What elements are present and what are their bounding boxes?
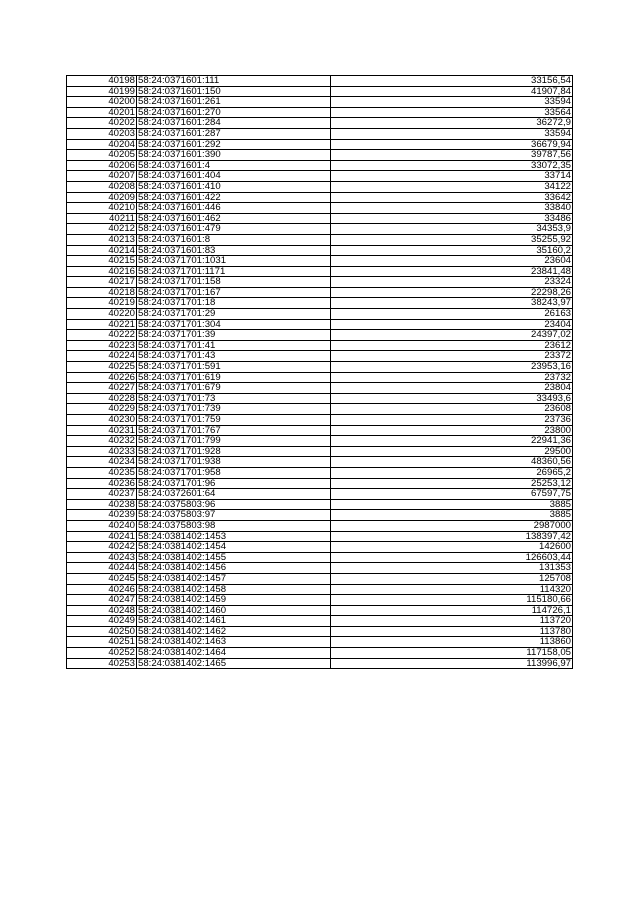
table-row [67,478,573,489]
table-row [67,86,573,97]
cadastral-number-cell: 58:24:0381402:1464 [137,648,331,659]
row-number-cell: 40213 [67,234,137,245]
row-number-cell: 40201 [67,107,137,118]
row-number-cell: 40248 [67,605,137,616]
cadastral-number-cell: 58:24:0371701:41 [137,340,331,351]
table-row [67,393,573,404]
value-cell: 35160,2 [331,245,573,256]
cadastral-number-cell: 58:24:0381402:1456 [137,563,331,574]
cadastral-number-cell: 58:24:0371601:287 [137,128,331,139]
value-cell: 114726,1 [331,605,573,616]
row-number-cell: 40219 [67,298,137,309]
table-row [67,637,573,648]
cadastral-number-cell: 58:24:0371701:928 [137,446,331,457]
cadastral-number-cell: 58:24:0371601:422 [137,192,331,203]
table-row [67,584,573,595]
table-row [67,97,573,108]
value-cell: 33594 [331,97,573,108]
row-number-cell: 40253 [67,658,137,669]
row-number-cell: 40212 [67,224,137,235]
cadastral-number-cell: 58:24:0371601:410 [137,181,331,192]
value-cell: 3885 [331,510,573,521]
row-number-cell: 40233 [67,446,137,457]
cadastral-number-cell: 58:24:0371601:292 [137,139,331,150]
table-row [67,648,573,659]
value-cell: 39787,56 [331,150,573,161]
value-cell: 26163 [331,309,573,320]
cadastral-number-cell: 58:24:0371701:29 [137,309,331,320]
cadastral-number-cell: 58:24:0371701:96 [137,478,331,489]
value-cell: 36272,9 [331,118,573,129]
cadastral-number-cell: 58:24:0371701:158 [137,277,331,288]
table-row [67,150,573,161]
cadastral-number-cell: 58:24:0381402:1463 [137,637,331,648]
row-number-cell: 40250 [67,626,137,637]
table-row [67,118,573,129]
cadastral-number-cell: 58:24:0381402:1461 [137,616,331,627]
cadastral-number-cell: 58:24:0371601:8 [137,234,331,245]
row-number-cell: 40221 [67,319,137,330]
cadastral-number-cell: 58:24:0371601:479 [137,224,331,235]
table-row [67,340,573,351]
table-row [67,467,573,478]
row-number-cell: 40216 [67,266,137,277]
row-number-cell: 40223 [67,340,137,351]
value-cell: 23841,48 [331,266,573,277]
table-row [67,160,573,171]
table-row [67,499,573,510]
row-number-cell: 40246 [67,584,137,595]
table-row [67,520,573,531]
table-row [67,330,573,341]
row-number-cell: 40208 [67,181,137,192]
value-cell: 34353,9 [331,224,573,235]
table-row [67,213,573,224]
value-cell: 23800 [331,425,573,436]
cadastral-number-cell: 58:24:0381402:1459 [137,595,331,606]
table-row [67,351,573,362]
row-number-cell: 40204 [67,139,137,150]
value-cell: 113860 [331,637,573,648]
table-row [67,563,573,574]
value-cell: 33642 [331,192,573,203]
row-number-cell: 40245 [67,573,137,584]
cadastral-number-cell: 58:24:0381402:1454 [137,542,331,553]
value-cell: 23404 [331,319,573,330]
table-row [67,383,573,394]
row-number-cell: 40222 [67,330,137,341]
table-row [67,510,573,521]
value-cell: 3885 [331,499,573,510]
table-row [67,181,573,192]
value-cell: 41907,84 [331,86,573,97]
table-row [67,531,573,542]
value-cell: 114320 [331,584,573,595]
table-row [67,436,573,447]
value-cell: 33840 [331,203,573,214]
value-cell: 23604 [331,256,573,267]
cadastral-number-cell: 58:24:0375803:97 [137,510,331,521]
value-cell: 33564 [331,107,573,118]
row-number-cell: 40232 [67,436,137,447]
cadastral-number-cell: 58:24:0371701:39 [137,330,331,341]
value-cell: 117158,05 [331,648,573,659]
table-row [67,542,573,553]
table-row [67,76,573,87]
row-number-cell: 40247 [67,595,137,606]
cadastral-value-table [66,75,573,669]
value-cell: 33486 [331,213,573,224]
value-cell: 33493,6 [331,393,573,404]
cadastral-number-cell: 58:24:0381402:1460 [137,605,331,616]
table-row [67,425,573,436]
value-cell: 126603,44 [331,552,573,563]
value-cell: 25253,12 [331,478,573,489]
row-number-cell: 40217 [67,277,137,288]
cadastral-number-cell: 58:24:0371701:767 [137,425,331,436]
cadastral-number-cell: 58:24:0371601:150 [137,86,331,97]
row-number-cell: 40228 [67,393,137,404]
table-row [67,298,573,309]
table-row [67,552,573,563]
row-number-cell: 40238 [67,499,137,510]
cadastral-number-cell: 58:24:0371701:1031 [137,256,331,267]
table-row [67,404,573,415]
table-row [67,245,573,256]
row-number-cell: 40231 [67,425,137,436]
cadastral-number-cell: 58:24:0371701:18 [137,298,331,309]
value-cell: 23732 [331,372,573,383]
table-row [67,626,573,637]
cadastral-number-cell: 58:24:0371601:404 [137,171,331,182]
row-number-cell: 40224 [67,351,137,362]
row-number-cell: 40205 [67,150,137,161]
table-row [67,573,573,584]
value-cell: 33072,35 [331,160,573,171]
value-cell: 35255,92 [331,234,573,245]
value-cell: 115180,66 [331,595,573,606]
cadastral-number-cell: 58:24:0371701:304 [137,319,331,330]
table-row [67,266,573,277]
row-number-cell: 40226 [67,372,137,383]
cadastral-number-cell: 58:24:0381402:1457 [137,573,331,584]
value-cell: 113996,97 [331,658,573,669]
row-number-cell: 40202 [67,118,137,129]
row-number-cell: 40210 [67,203,137,214]
row-number-cell: 40240 [67,520,137,531]
cadastral-number-cell: 58:24:0381402:1462 [137,626,331,637]
row-number-cell: 40227 [67,383,137,394]
table-row [67,224,573,235]
row-number-cell: 40229 [67,404,137,415]
row-number-cell: 40252 [67,648,137,659]
cadastral-number-cell: 58:24:0372601:64 [137,489,331,500]
value-cell: 22298,26 [331,287,573,298]
value-cell: 23324 [331,277,573,288]
value-cell: 125708 [331,573,573,584]
row-number-cell: 40199 [67,86,137,97]
value-cell: 33714 [331,171,573,182]
value-cell: 23612 [331,340,573,351]
cadastral-number-cell: 58:24:0371701:619 [137,372,331,383]
cadastral-number-cell: 58:24:0371601:270 [137,107,331,118]
cadastral-number-cell: 58:24:0371701:591 [137,362,331,373]
table-row [67,415,573,426]
value-cell: 113780 [331,626,573,637]
row-number-cell: 40215 [67,256,137,267]
row-number-cell: 40206 [67,160,137,171]
value-cell: 24397,02 [331,330,573,341]
table-row [67,171,573,182]
value-cell: 23953,16 [331,362,573,373]
table-row [67,605,573,616]
table-row [67,287,573,298]
table-row [67,234,573,245]
cadastral-number-cell: 58:24:0371601:462 [137,213,331,224]
row-number-cell: 40243 [67,552,137,563]
cadastral-number-cell: 58:24:0381402:1453 [137,531,331,542]
value-cell: 33594 [331,128,573,139]
table-row [67,256,573,267]
value-cell: 36679,94 [331,139,573,150]
cadastral-number-cell: 58:24:0371701:938 [137,457,331,468]
cadastral-number-cell: 58:24:0371701:1171 [137,266,331,277]
value-cell: 38243,97 [331,298,573,309]
value-cell: 48360,56 [331,457,573,468]
table-row [67,203,573,214]
row-number-cell: 40239 [67,510,137,521]
cadastral-number-cell: 58:24:0371701:43 [137,351,331,362]
table-row [67,446,573,457]
row-number-cell: 40236 [67,478,137,489]
row-number-cell: 40237 [67,489,137,500]
row-number-cell: 40241 [67,531,137,542]
cadastral-number-cell: 58:24:0371601:83 [137,245,331,256]
cadastral-number-cell: 58:24:0371701:759 [137,415,331,426]
row-number-cell: 40220 [67,309,137,320]
row-number-cell: 40203 [67,128,137,139]
value-cell: 22941,36 [331,436,573,447]
row-number-cell: 40214 [67,245,137,256]
table-body [67,76,573,669]
table-row [67,277,573,288]
row-number-cell: 40207 [67,171,137,182]
row-number-cell: 40244 [67,563,137,574]
row-number-cell: 40230 [67,415,137,426]
table-row [67,192,573,203]
row-number-cell: 40242 [67,542,137,553]
table-row [67,362,573,373]
cadastral-number-cell: 58:24:0371701:739 [137,404,331,415]
value-cell: 23736 [331,415,573,426]
row-number-cell: 40209 [67,192,137,203]
table-row [67,489,573,500]
table-row [67,107,573,118]
row-number-cell: 40235 [67,467,137,478]
cadastral-number-cell: 58:24:0371601:261 [137,97,331,108]
table-row [67,139,573,150]
cadastral-number-cell: 58:24:0375803:98 [137,520,331,531]
row-number-cell: 40249 [67,616,137,627]
cadastral-number-cell: 58:24:0371701:167 [137,287,331,298]
value-cell: 113720 [331,616,573,627]
value-cell: 33156,54 [331,76,573,87]
cadastral-number-cell: 58:24:0371601:446 [137,203,331,214]
value-cell: 34122 [331,181,573,192]
value-cell: 26965,2 [331,467,573,478]
cadastral-number-cell: 58:24:0371701:679 [137,383,331,394]
table-row [67,595,573,606]
table-row [67,616,573,627]
value-cell: 142600 [331,542,573,553]
table-row [67,128,573,139]
value-cell: 23804 [331,383,573,394]
row-number-cell: 40225 [67,362,137,373]
cadastral-number-cell: 58:24:0371601:390 [137,150,331,161]
cadastral-number-cell: 58:24:0371601:111 [137,76,331,87]
cadastral-number-cell: 58:24:0371601:4 [137,160,331,171]
cadastral-number-cell: 58:24:0381402:1465 [137,658,331,669]
row-number-cell: 40218 [67,287,137,298]
cadastral-number-cell: 58:24:0381402:1455 [137,552,331,563]
table-row [67,372,573,383]
row-number-cell: 40198 [67,76,137,87]
table-row [67,457,573,468]
value-cell: 138397,42 [331,531,573,542]
cadastral-number-cell: 58:24:0371701:799 [137,436,331,447]
value-cell: 29500 [331,446,573,457]
value-cell: 23608 [331,404,573,415]
value-cell: 23372 [331,351,573,362]
row-number-cell: 40200 [67,97,137,108]
row-number-cell: 40234 [67,457,137,468]
table-row [67,319,573,330]
cadastral-number-cell: 58:24:0371701:73 [137,393,331,404]
cadastral-number-cell: 58:24:0371601:284 [137,118,331,129]
cadastral-number-cell: 58:24:0375803:96 [137,499,331,510]
row-number-cell: 40211 [67,213,137,224]
cadastral-number-cell: 58:24:0381402:1458 [137,584,331,595]
row-number-cell: 40251 [67,637,137,648]
value-cell: 67597,75 [331,489,573,500]
value-cell: 131353 [331,563,573,574]
cadastral-number-cell: 58:24:0371701:958 [137,467,331,478]
value-cell: 2987000 [331,520,573,531]
table-row [67,309,573,320]
table-row [67,658,573,669]
